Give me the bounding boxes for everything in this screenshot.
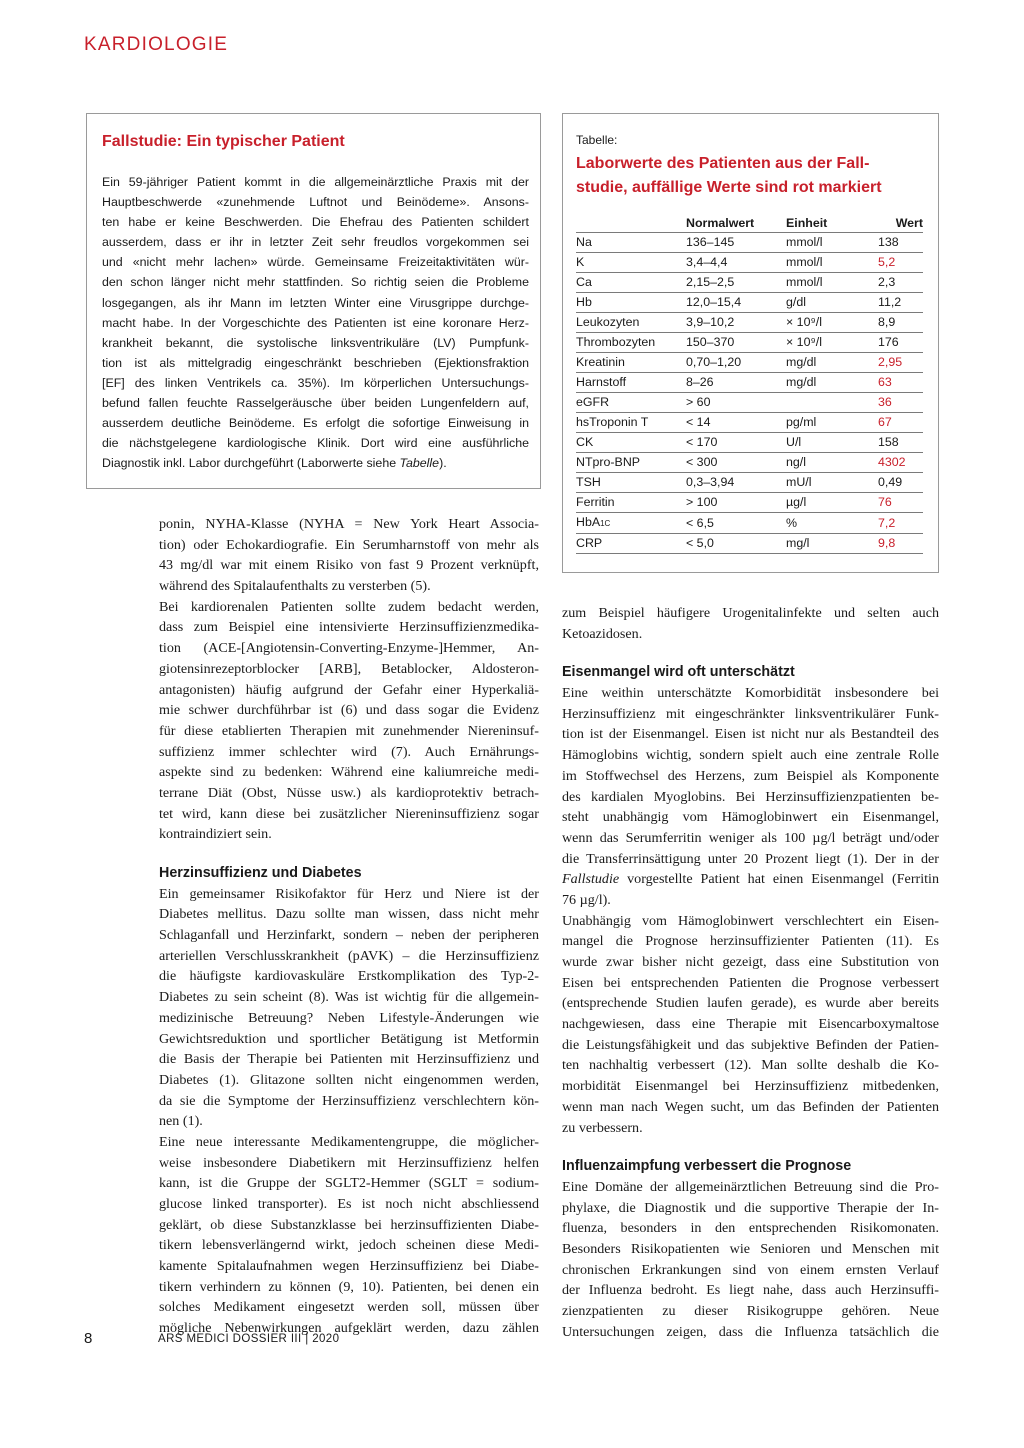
case-study-line: Hauptbeschwerde «zunehmende Luftnot und Beinödeme». Ansons-	[102, 195, 529, 210]
cell-normal: 3,9–10,2	[686, 313, 786, 333]
cell-value: 2,3	[878, 273, 923, 293]
body-text-line: zu verbessern.	[562, 1119, 643, 1136]
cell-parameter: Ferritin	[576, 493, 686, 513]
cell-parameter: Harnstoff	[576, 373, 686, 393]
case-study-title: Fallstudie: Ein typischer Patient	[102, 133, 345, 150]
cell-parameter: NTpro-BNP	[576, 453, 686, 473]
cell-parameter: CK	[576, 433, 686, 453]
cell-normal: 150–370	[686, 333, 786, 353]
table-row	[576, 293, 923, 313]
body-text-line: Besonders Risikopatienten wie Senioren und Menschen mit	[562, 1240, 939, 1257]
cell-value: 67	[878, 413, 923, 433]
section-heading: Eisenmangel wird oft unterschätzt	[562, 664, 795, 681]
case-study-line: und «nicht mehr lachen» würde. Gemeinsame Freizeitaktivitäten wür-	[102, 255, 529, 270]
cell-unit: %	[786, 513, 878, 534]
cell-value: 11,2	[878, 293, 923, 313]
case-study-line: krankheit bekannt, die systolische linksventrikuläre (LV) Pumpfunk-	[102, 335, 529, 350]
body-text-line: da sie die Symptome der Herzinsuffizienz verschlechtern kön-	[159, 1092, 539, 1109]
cell-unit: mU/l	[786, 473, 878, 493]
table-row	[576, 433, 923, 453]
body-text-line: mögliche Nebenwirkungen aufgeklärt werden, dazu zählen	[159, 1320, 539, 1337]
cell-unit: ng/l	[786, 453, 878, 473]
cell-normal: < 300	[686, 453, 786, 473]
body-text-line: die häufigste kardiovaskuläre Erstkomplikation des Typ-2-	[159, 968, 539, 985]
table-row	[576, 333, 923, 353]
body-text-line: Diabetes (1). Glitazone sollten nicht eingenommen werden,	[159, 1071, 539, 1088]
body-text-line: kamente Spitalaufnahmen wegen Herzinsuffizienz bei Diabe-	[159, 1258, 539, 1275]
table-row	[576, 233, 923, 253]
body-text-line: giotensinrezeptorblocker [ARB], Betablocker, Aldosteron-	[159, 660, 539, 677]
body-text-line: morbidität Eisenmangel bei Herzinsuffizienz mitbedenken,	[562, 1078, 939, 1095]
cell-parameter: Leukozyten	[576, 313, 686, 333]
cell-unit: mg/l	[786, 534, 878, 554]
body-text-line: ponin, NYHA-Klasse (NYHA = New York Heart Associa-	[159, 516, 539, 532]
body-text-line: Diabetes zu sein scheint (8). Was ist wichtig für die allgemein-	[159, 989, 539, 1006]
body-text-line: zum Beispiel häufigere Urogenitalinfekte und selten auch	[562, 605, 939, 621]
cell-normal: < 170	[686, 433, 786, 453]
body-text-line: Eisen bei entsprechenden Patienten die Prognose verbessert	[562, 974, 939, 991]
table-row	[576, 493, 923, 513]
body-text-line: nen (1).	[159, 1113, 203, 1130]
body-text-line: phylaxe, die Diagnostik und die supportive Therapie der In-	[562, 1199, 939, 1216]
body-text-line: für diese etablierten Therapien mit zunehmender Niereninsuf-	[159, 722, 539, 739]
case-study-text	[102, 172, 529, 473]
section-heading: Influenzaimpfung verbessert die Prognose	[562, 1158, 852, 1175]
cell-parameter: hsTroponin T	[576, 413, 686, 433]
table-title-line-1: Laborwerte des Patienten aus der Fall-	[576, 155, 870, 172]
body-text-line: des kardialen Myoglobins. Bei Herzinsuffizienzpatienten be-	[562, 788, 939, 805]
body-text-line: arteriellen Verschlusskrankheit (pAVK) – die Herzinsuffizienz	[159, 947, 539, 964]
body-text-line: 43 mg/dl war mit einem Risiko von fast 9 Prozent verknüpft,	[159, 557, 539, 574]
page-number: 8	[84, 1330, 93, 1347]
cell-normal: < 14	[686, 413, 786, 433]
cell-normal: 0,3–3,94	[686, 473, 786, 493]
body-text-line: Untersuchungen zeigen, dass die Influenza tatsächlich die	[562, 1323, 939, 1340]
table-row	[576, 353, 923, 373]
body-text-line: aspekte sind zu bedenken: Während eine kaliumreiche medi-	[159, 764, 539, 781]
cell-normal: > 100	[686, 493, 786, 513]
body-text-line: tion (ACE-[Angiotensin-Converting-Enzyme-]Hemmer, An-	[159, 640, 539, 657]
body-text-line: Eine neue interessante Medikamentengruppe, die möglicher-	[159, 1133, 539, 1150]
cell-parameter: TSH	[576, 473, 686, 493]
case-study-line-last	[102, 453, 529, 473]
cell-unit: mmol/l	[786, 233, 878, 253]
section-gap	[562, 1138, 939, 1156]
body-text-line: suffizienz immer schlechter wird (7). Auch Ernährungs-	[159, 743, 539, 760]
body-text-line: kann, ist die Gruppe der SGLT2-Hemmer (SGLT = sodium-	[159, 1175, 539, 1192]
body-text-fragment: vorgestellte Patient hat einen Eisenmangel (Ferritin	[619, 871, 939, 888]
body-text-line: Bei kardiorenalen Patienten sollte zudem bedacht werden,	[159, 598, 539, 615]
header-value: Wert	[895, 216, 923, 230]
case-study-line: losgegangen, als ihr Mann im letzten Winter eine Virusgrippe durchge-	[102, 295, 529, 310]
case-study-line: befund fallen feuchte Rasselgeräusche über beiden Lungenfeldern auf,	[102, 396, 529, 411]
section-gap	[159, 845, 539, 863]
cell-normal: < 5,0	[686, 534, 786, 554]
body-text-line: der Influenza bedroht. Es liegt nahe, dass auch Herzinsuffi-	[562, 1282, 939, 1299]
body-text-line	[562, 869, 939, 890]
body-text-line: Eine weithin unterschätzte Komorbidität insbesondere bei	[562, 685, 939, 702]
cell-normal: 136–145	[686, 233, 786, 253]
body-text-line: wurde zwar bisher nicht gezeigt, dass eine Substitution von	[562, 954, 939, 970]
body-column-right	[562, 603, 939, 1342]
case-study-text-fragment: ).	[439, 456, 447, 471]
cell-value: 63	[878, 373, 923, 393]
case-study-line: Ein 59-jähriger Patient kommt in die allgemeinärztliche Praxis mit der	[102, 175, 529, 189]
cell-parameter: Na	[576, 233, 686, 253]
cell-unit: mmol/l	[786, 253, 878, 273]
body-text-line: terrane Diät (Obst, Nüsse usw.) als kardioprotektiv betrach-	[159, 784, 539, 801]
body-text-line: Gewichtsreduktion und sportlicher Betätigung ist Metformin	[159, 1030, 539, 1047]
cell-value: 8,9	[878, 313, 923, 333]
cell-value: 7,2	[878, 513, 923, 534]
cell-unit: U/l	[786, 433, 878, 453]
body-text-line: tion ist der Eisenmangel. Eisen ist nicht nur als Bestandteil des	[562, 726, 939, 743]
body-column-left	[159, 514, 539, 1339]
table-row	[576, 273, 923, 293]
body-text-line: während des Spitalaufenthalts zu versterben (5).	[159, 578, 431, 595]
cell-unit: mmol/l	[786, 273, 878, 293]
body-text-line: glucose linked transporter). Es ist noch nicht abschliessend	[159, 1196, 539, 1212]
body-text-line: tion) oder Echokardiografie. Ein Serumharnstoff von mehr als	[159, 536, 539, 553]
cell-unit: mg/dl	[786, 353, 878, 373]
cell-value: 9,8	[878, 534, 923, 554]
table-row	[576, 534, 923, 554]
body-text-line: mie schwer durchführbar ist (6) und dass sogar die Evidenz	[159, 702, 539, 719]
table-row	[576, 513, 923, 534]
cell-parameter: K	[576, 253, 686, 273]
body-text-line: Herzinsuffizienz mit eingeschränkter linksventrikulärer Funk-	[562, 705, 939, 722]
cell-parameter: Kreatinin	[576, 353, 686, 373]
cell-unit: pg/ml	[786, 413, 878, 433]
cell-parameter: eGFR	[576, 393, 686, 413]
body-text-line: im Stoffwechsel des Herzens, zum Beispiel als Komponente	[562, 767, 939, 784]
cell-unit: µg/l	[786, 493, 878, 513]
body-text-line: kontraindiziert sein.	[159, 826, 272, 843]
case-study-line: die nächstgelegene kardiologische Klinik. Dort wird eine ausführliche	[102, 436, 529, 451]
body-text-line: nachgewiesen, dass eine Therapie mit Eisencarboxymaltose	[562, 1016, 939, 1033]
cell-normal: 0,70–1,20	[686, 353, 786, 373]
cell-unit: × 10⁹/l	[786, 313, 878, 333]
table-row	[576, 393, 923, 413]
section-header: KARDIOLOGIE	[84, 34, 229, 55]
case-study-line: ausserdem, dass er ihr in letzter Zeit sehr freudlos vorgekommen sei	[102, 235, 529, 250]
body-text-line: Diabetes mellitus. Dazu sollte man wissen, dass nicht mehr	[159, 906, 539, 923]
footer-publication: ARS MEDICI DOSSIER III | 2020	[158, 1333, 340, 1345]
table-row	[576, 373, 923, 393]
cell-value: 4302	[878, 453, 923, 473]
case-study-table-reference: Tabelle	[399, 456, 440, 471]
table-row	[576, 253, 923, 273]
header-unit: Einheit	[786, 216, 828, 230]
case-study-line: ausserdem deutliche Beinödeme. Es erfolgt die sofortige Einweisung in	[102, 416, 529, 431]
cell-parameter: Ca	[576, 273, 686, 293]
cell-normal: 3,4–4,4	[686, 253, 786, 273]
body-text-line: Ein gemeinsamer Risikofaktor für Herz und Niere ist der	[159, 885, 539, 902]
body-text-line: wenn das Serumferritin weniger als 100 µg/l beträgt und/oder	[562, 829, 939, 846]
body-text-line: fluenza, besonders in den entsprechenden Risikomonaten.	[562, 1220, 939, 1237]
cell-value: 36	[878, 393, 923, 413]
body-text-line: (entsprechende Studien laufen gerade), es wurde aber bereits	[562, 995, 939, 1012]
cell-parameter: Thrombozyten	[576, 333, 686, 353]
table-row	[576, 413, 923, 433]
table-title	[576, 152, 936, 200]
cell-unit	[786, 393, 878, 413]
case-study-line: den schon länger nicht mehr stattfinden. So richtig seien die Probleme	[102, 275, 529, 290]
cell-unit: g/dl	[786, 293, 878, 313]
header-normal: Normalwert	[686, 216, 755, 230]
cell-unit: × 10⁹/l	[786, 333, 878, 353]
section-gap	[562, 644, 939, 662]
body-text-line: ten nachhaltig verbessert (12). Man sollte deshalb die Ko-	[562, 1057, 939, 1074]
body-text-line: Eine Domäne der allgemeinärztlichen Betreuung sind die Pro-	[562, 1178, 939, 1195]
body-text-line: Ketoazidosen.	[562, 625, 643, 642]
cell-normal: 12,0–15,4	[686, 293, 786, 313]
cell-parameter: CRP	[576, 534, 686, 554]
cell-value: 176	[878, 333, 923, 353]
body-text-line: tikern verhindern zu können (9, 10). Patienten, bei denen ein	[159, 1278, 539, 1295]
body-text-line: Hämoglobins wichtig, sondern spielt auch eine zentrale Rolle	[562, 747, 939, 764]
body-text-line: antagonisten) häufig aufgrund der Gefahr einer Hyperkaliä-	[159, 681, 539, 698]
case-study-text-fragment: Diagnostik inkl. Labor durchgeführt (Laborwerte siehe	[102, 456, 400, 471]
body-text-line: tikern lebensverlängernd wirkt, jedoch scheinen diese Medi-	[159, 1237, 539, 1254]
body-text-line: weise insbesondere Diabetikern mit Herzinsuffizienz helfen	[159, 1154, 539, 1171]
case-study-box	[86, 113, 541, 489]
body-text-line: Unabhängig vom Hämoglobinwert verschlechtert ein Eisen-	[562, 912, 939, 929]
body-text-line: die Leistungsfähigkeit und das subjektive Befinden der Patien-	[562, 1036, 939, 1053]
cell-normal: 8–26	[686, 373, 786, 393]
table-header-row	[576, 214, 923, 233]
table-row	[576, 453, 923, 473]
body-text-line: geklärt, ob diese Substanzklasse bei herzinsuffizienten Diabe-	[159, 1216, 539, 1233]
cell-unit: mg/dl	[786, 373, 878, 393]
body-text-line: tet wird, kann diese bei zusätzlicher Niereninsuffizienz sogar	[159, 805, 539, 822]
table-row	[576, 473, 923, 493]
table-row	[576, 313, 923, 333]
cell-value: 0,49	[878, 473, 923, 493]
cell-parameter: Hb	[576, 293, 686, 313]
cell-value: 138	[878, 233, 923, 253]
table-title-line-2: studie, auffällige Werte sind rot markiert	[576, 179, 882, 196]
body-text-line: die Transferrinsättigung unter 20 Prozent liegt (1). Der in der	[562, 850, 939, 867]
case-study-line: macht habe. In der Vorgeschichte des Patienten ist eine koronare Herz-	[102, 315, 529, 330]
cell-normal: > 60	[686, 393, 786, 413]
cell-normal: < 6,5	[686, 513, 786, 534]
case-study-line: [EF] des linken Ventrikels ca. 35%). Im körperlichen Untersuchungs-	[102, 375, 529, 390]
lab-values-table	[576, 214, 923, 554]
case-study-line: tion ist als mittelgradig eingeschränkt beschrieben (Ejektionsfraktion	[102, 355, 529, 370]
section-heading: Herzinsuffizienz und Diabetes	[159, 865, 362, 881]
body-text-line: dass zum Beispiel eine intensivierte Herzinsuffizienzmedika-	[159, 619, 539, 636]
body-text-line: mangel die Prognose herzinsuffizienter Patienten (11). Es	[562, 933, 939, 950]
body-text-line: solches Medikament eingesetzt werden soll, müssen über	[159, 1299, 539, 1316]
cell-value: 5,2	[878, 253, 923, 273]
body-text-line: 76 µg/l).	[562, 891, 611, 908]
body-text-line: chronischen Erkrankungen sind von einem ernsten Verlauf	[562, 1261, 939, 1278]
body-text-line: Schlaganfall und Herzinfarkt, sondern – neben der peripheren	[159, 927, 539, 944]
case-study-line: ten habe er keine Beschwerden. Die Ehefrau des Patienten schildert	[102, 215, 529, 230]
table-label: Tabelle:	[576, 133, 618, 147]
cell-value: 76	[878, 493, 923, 513]
cell-value: 158	[878, 433, 923, 453]
body-text-line: medizinische Betreuung? Neben Lifestyle-Änderungen wie	[159, 1009, 539, 1026]
body-text-line: zienzpatienten zu dieser Risikogruppe gehören. Neue	[562, 1303, 939, 1319]
cell-normal: 2,15–2,5	[686, 273, 786, 293]
header-parameter	[576, 214, 686, 233]
lab-table-box	[562, 113, 939, 573]
body-text-line: die Basis der Therapie bei Patienten mit Herzinsuffizienz und	[159, 1051, 539, 1068]
cell-value: 2,95	[878, 353, 923, 373]
cell-parameter: HbA1C	[576, 513, 686, 534]
italic-reference: Fallstudie	[562, 871, 620, 888]
body-text-line: steht unabhängig vom Hämoglobinwert ein Eisenmangel,	[562, 809, 939, 826]
body-text-line: wenn man nach Wegen sucht, um das Befinden der Patienten	[562, 1098, 939, 1115]
